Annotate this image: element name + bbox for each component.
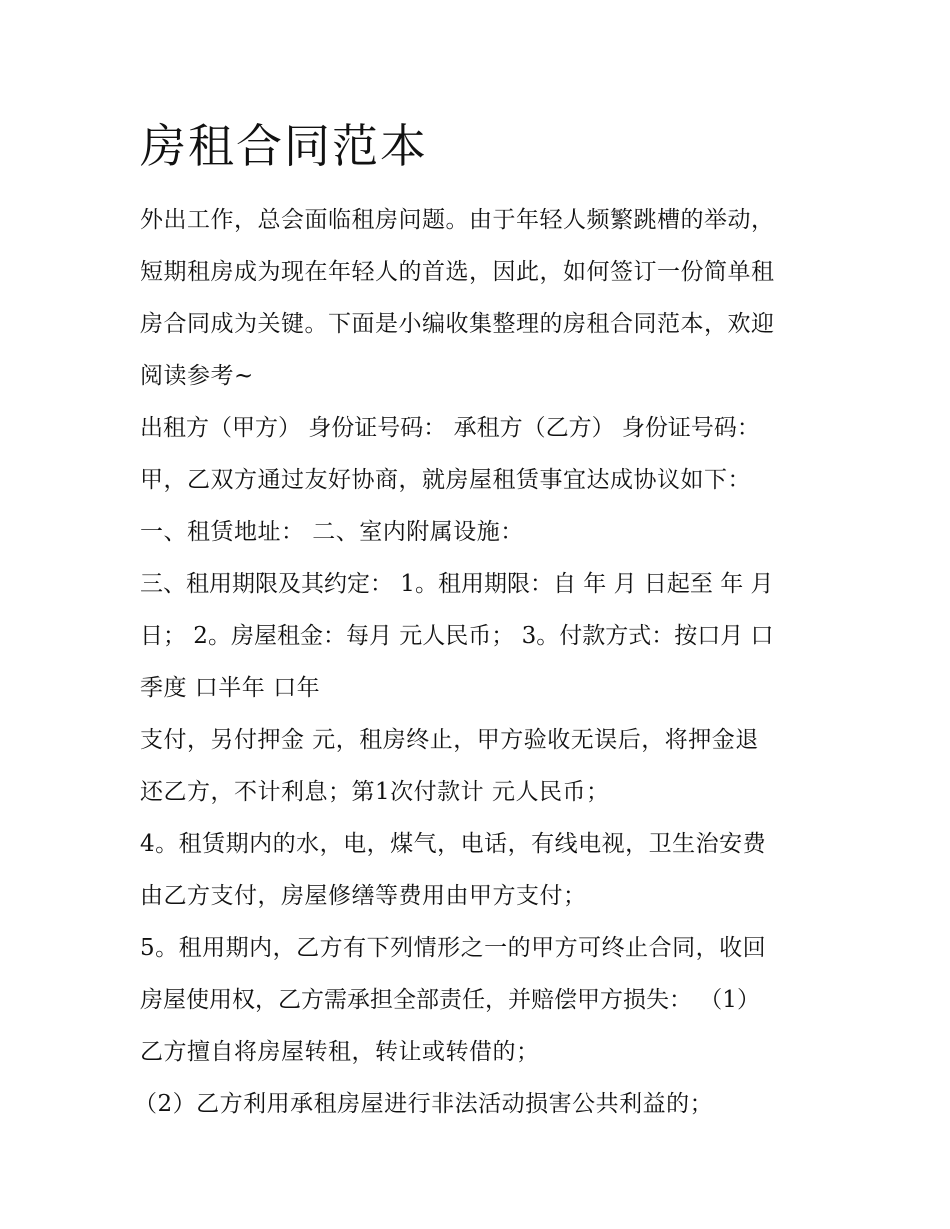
clause-line: 乙方擅自将房屋转租，转让或转借的； xyxy=(140,1039,540,1065)
paragraph-line: 房合同成为关键。下面是小编收集整理的房租合同范本，欢迎 xyxy=(140,311,775,337)
document-title: 房租合同范本 xyxy=(140,119,428,173)
clause-line: 4。租赁期内的水，电，煤气，电话，有线电视，卫生治安费 xyxy=(140,831,767,857)
agreement-intro-line: 甲，乙双方通过友好协商，就房屋租赁事宜达成协议如下： xyxy=(140,467,751,493)
clause-line: 季度 口半年 口年 xyxy=(140,675,321,701)
clause-line: （2）乙方利用承租房屋进行非法活动损害公共利益的； xyxy=(134,1091,714,1117)
party-info-line: 出租方（甲方） 身份证号码： 承租方（乙方） 身份证号码： xyxy=(140,415,760,441)
clause-line: 支付，另付押金 元，租房终止，甲方验收无误后，将押金退 xyxy=(140,727,759,753)
paragraph-line: 阅读参考~ xyxy=(140,363,254,389)
clause-line: 日； 2。房屋租金：每月 元人民币； 3。付款方式：按口月 口 xyxy=(140,623,774,649)
clause-line: 5。租用期内，乙方有下列情形之一的甲方可终止合同，收回 xyxy=(140,935,767,961)
clause-line: 由乙方支付，房屋修缮等费用由甲方支付； xyxy=(140,883,587,909)
clause-line: 房屋使用权，乙方需承担全部责任，并赔偿甲方损失： （1） xyxy=(140,987,760,1013)
clause-line: 三、租用期限及其约定： 1。租用期限：自 年 月 日起至 年 月 xyxy=(140,571,774,597)
document-body xyxy=(134,194,820,1130)
clause-line: 还乙方，不计利息；第1次付款计 元人民币； xyxy=(140,779,610,805)
clause-line: 一、租赁地址： 二、室内附属设施： xyxy=(140,519,524,545)
paragraph-line: 外出工作，总会面临租房问题。由于年轻人频繁跳槽的举动， xyxy=(140,207,775,233)
paragraph-line: 短期租房成为现在年轻人的首选，因此，如何签订一份简单租 xyxy=(140,259,775,285)
